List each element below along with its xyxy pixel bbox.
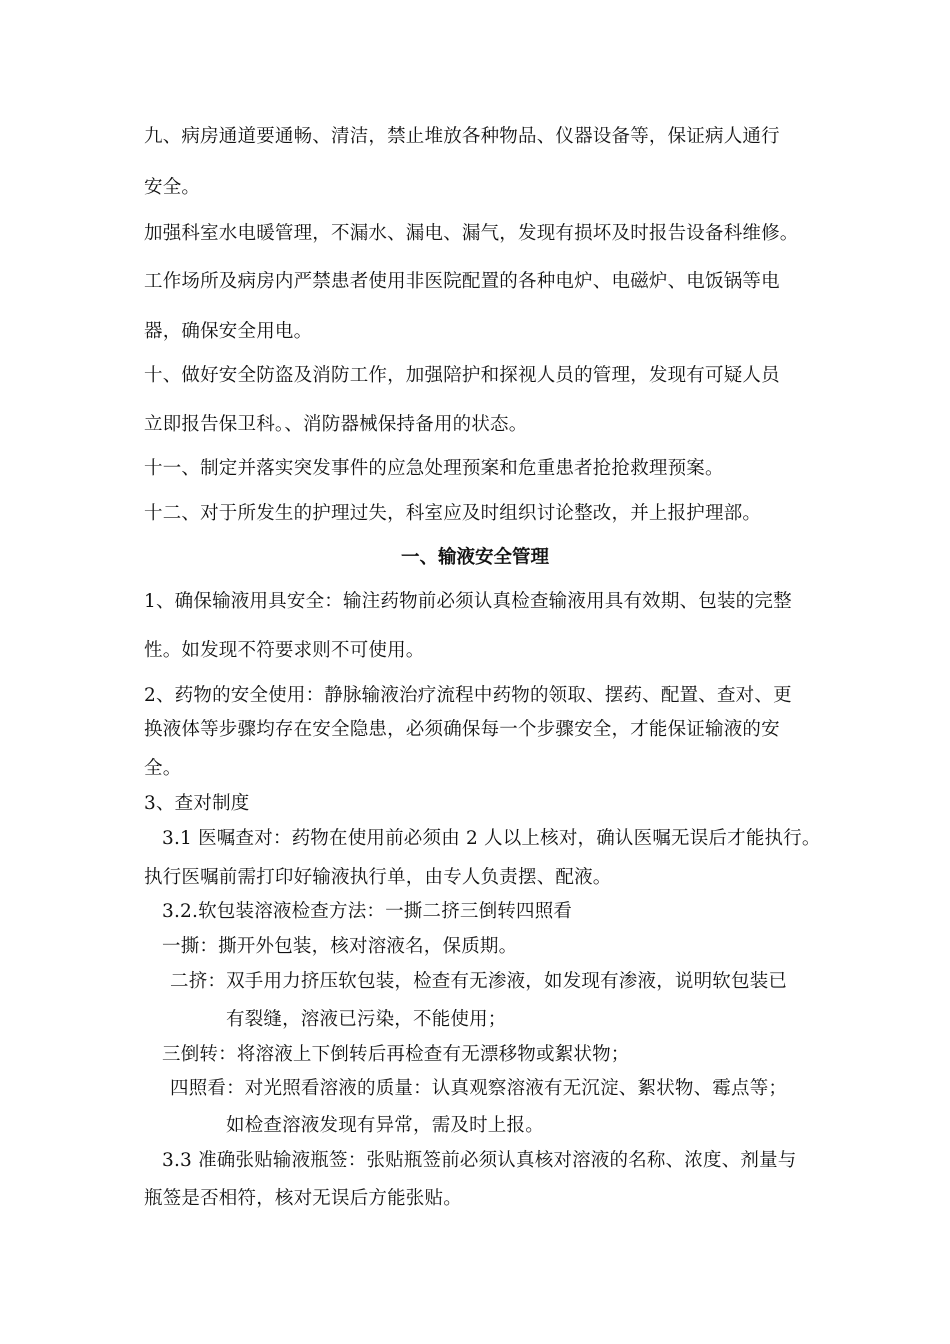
- item11: 十一、制定并落实突发事件的应急处理预案和危重患者抢抢救理预案。: [144, 458, 724, 479]
- item9-line2: 安全。: [144, 177, 201, 198]
- infusion-p32: 3.2.软包装溶液检查方法：一撕二挤三倒转四照看: [162, 901, 573, 922]
- infusion-p31-line1: 3.1 医嘱查对：药物在使用前必须由 2 人以上核对，确认医嘱无误后才能执行。: [162, 828, 821, 849]
- infusion-p2-line3: 全。: [144, 758, 182, 779]
- item10-line1: 十、做好安全防盗及消防工作，加强陪护和探视人员的管理，发现有可疑人员: [144, 365, 780, 386]
- step1-tear: 一撕：撕开外包装，核对溶液名，保质期。: [162, 936, 518, 957]
- infusion-p33-line1: 3.3 准确张贴输液瓶签：张贴瓶签前必须认真核对溶液的名称、浓度、剂量与: [162, 1150, 797, 1171]
- item9-line1: 九、病房通道要通畅、清洁，禁止堆放各种物品、仪器设备等，保证病人通行: [144, 126, 780, 147]
- infusion-p1-line1: 1、确保输液用具安全：输注药物前必须认真检查输液用具有效期、包装的完整: [144, 591, 792, 612]
- infusion-p2-line2: 换液体等步骤均存在安全隐患，必须确保每一个步骤安全，才能保证输液的安: [144, 719, 780, 740]
- step3-invert: 三倒转：将溶液上下倒转后再检查有无漂移物或絮状物；: [162, 1044, 630, 1065]
- infusion-p31-line2: 执行医嘱前需打印好输液执行单，由专人负责摆、配液。: [144, 867, 612, 888]
- infusion-p3: 3、查对制度: [144, 793, 250, 814]
- water-elec-paragraph: 加强科室水电暖管理，不漏水、漏电、漏气，发现有损坏及时报告设备科维修。: [144, 223, 799, 244]
- infusion-p33-line2: 瓶签是否相符，核对无误后方能张贴。: [144, 1188, 462, 1209]
- step4-line2: 如检查溶液发现有异常，需及时上报。: [226, 1115, 544, 1136]
- infusion-p1-line2: 性。如发现不符要求则不可使用。: [144, 640, 425, 661]
- item12: 十二、对于所发生的护理过失，科室应及时组织讨论整改，并上报护理部。: [144, 503, 762, 524]
- appliance-line2: 器，确保安全用电。: [144, 321, 313, 342]
- step2-line2: 有裂缝，溶液已污染，不能使用；: [226, 1009, 507, 1030]
- step4-line1: 四照看：对光照看溶液的质量：认真观察溶液有无沉淀、絮状物、霉点等；: [170, 1078, 788, 1099]
- infusion-p2-line1: 2、药物的安全使用：静脉输液治疗流程中药物的领取、摆药、配置、查对、更: [144, 685, 792, 706]
- item10-line2: 立即报告保卫科。、消防器械保持备用的状态。: [144, 414, 528, 435]
- appliance-line1: 工作场所及病房内严禁患者使用非医院配置的各种电炉、电磁炉、电饭锅等电: [144, 271, 780, 292]
- section-title: 一、输液安全管理: [400, 547, 549, 568]
- step2-line1: 二挤：双手用力挤压软包装，检查有无渗液，如发现有渗液，说明软包装已: [170, 971, 788, 992]
